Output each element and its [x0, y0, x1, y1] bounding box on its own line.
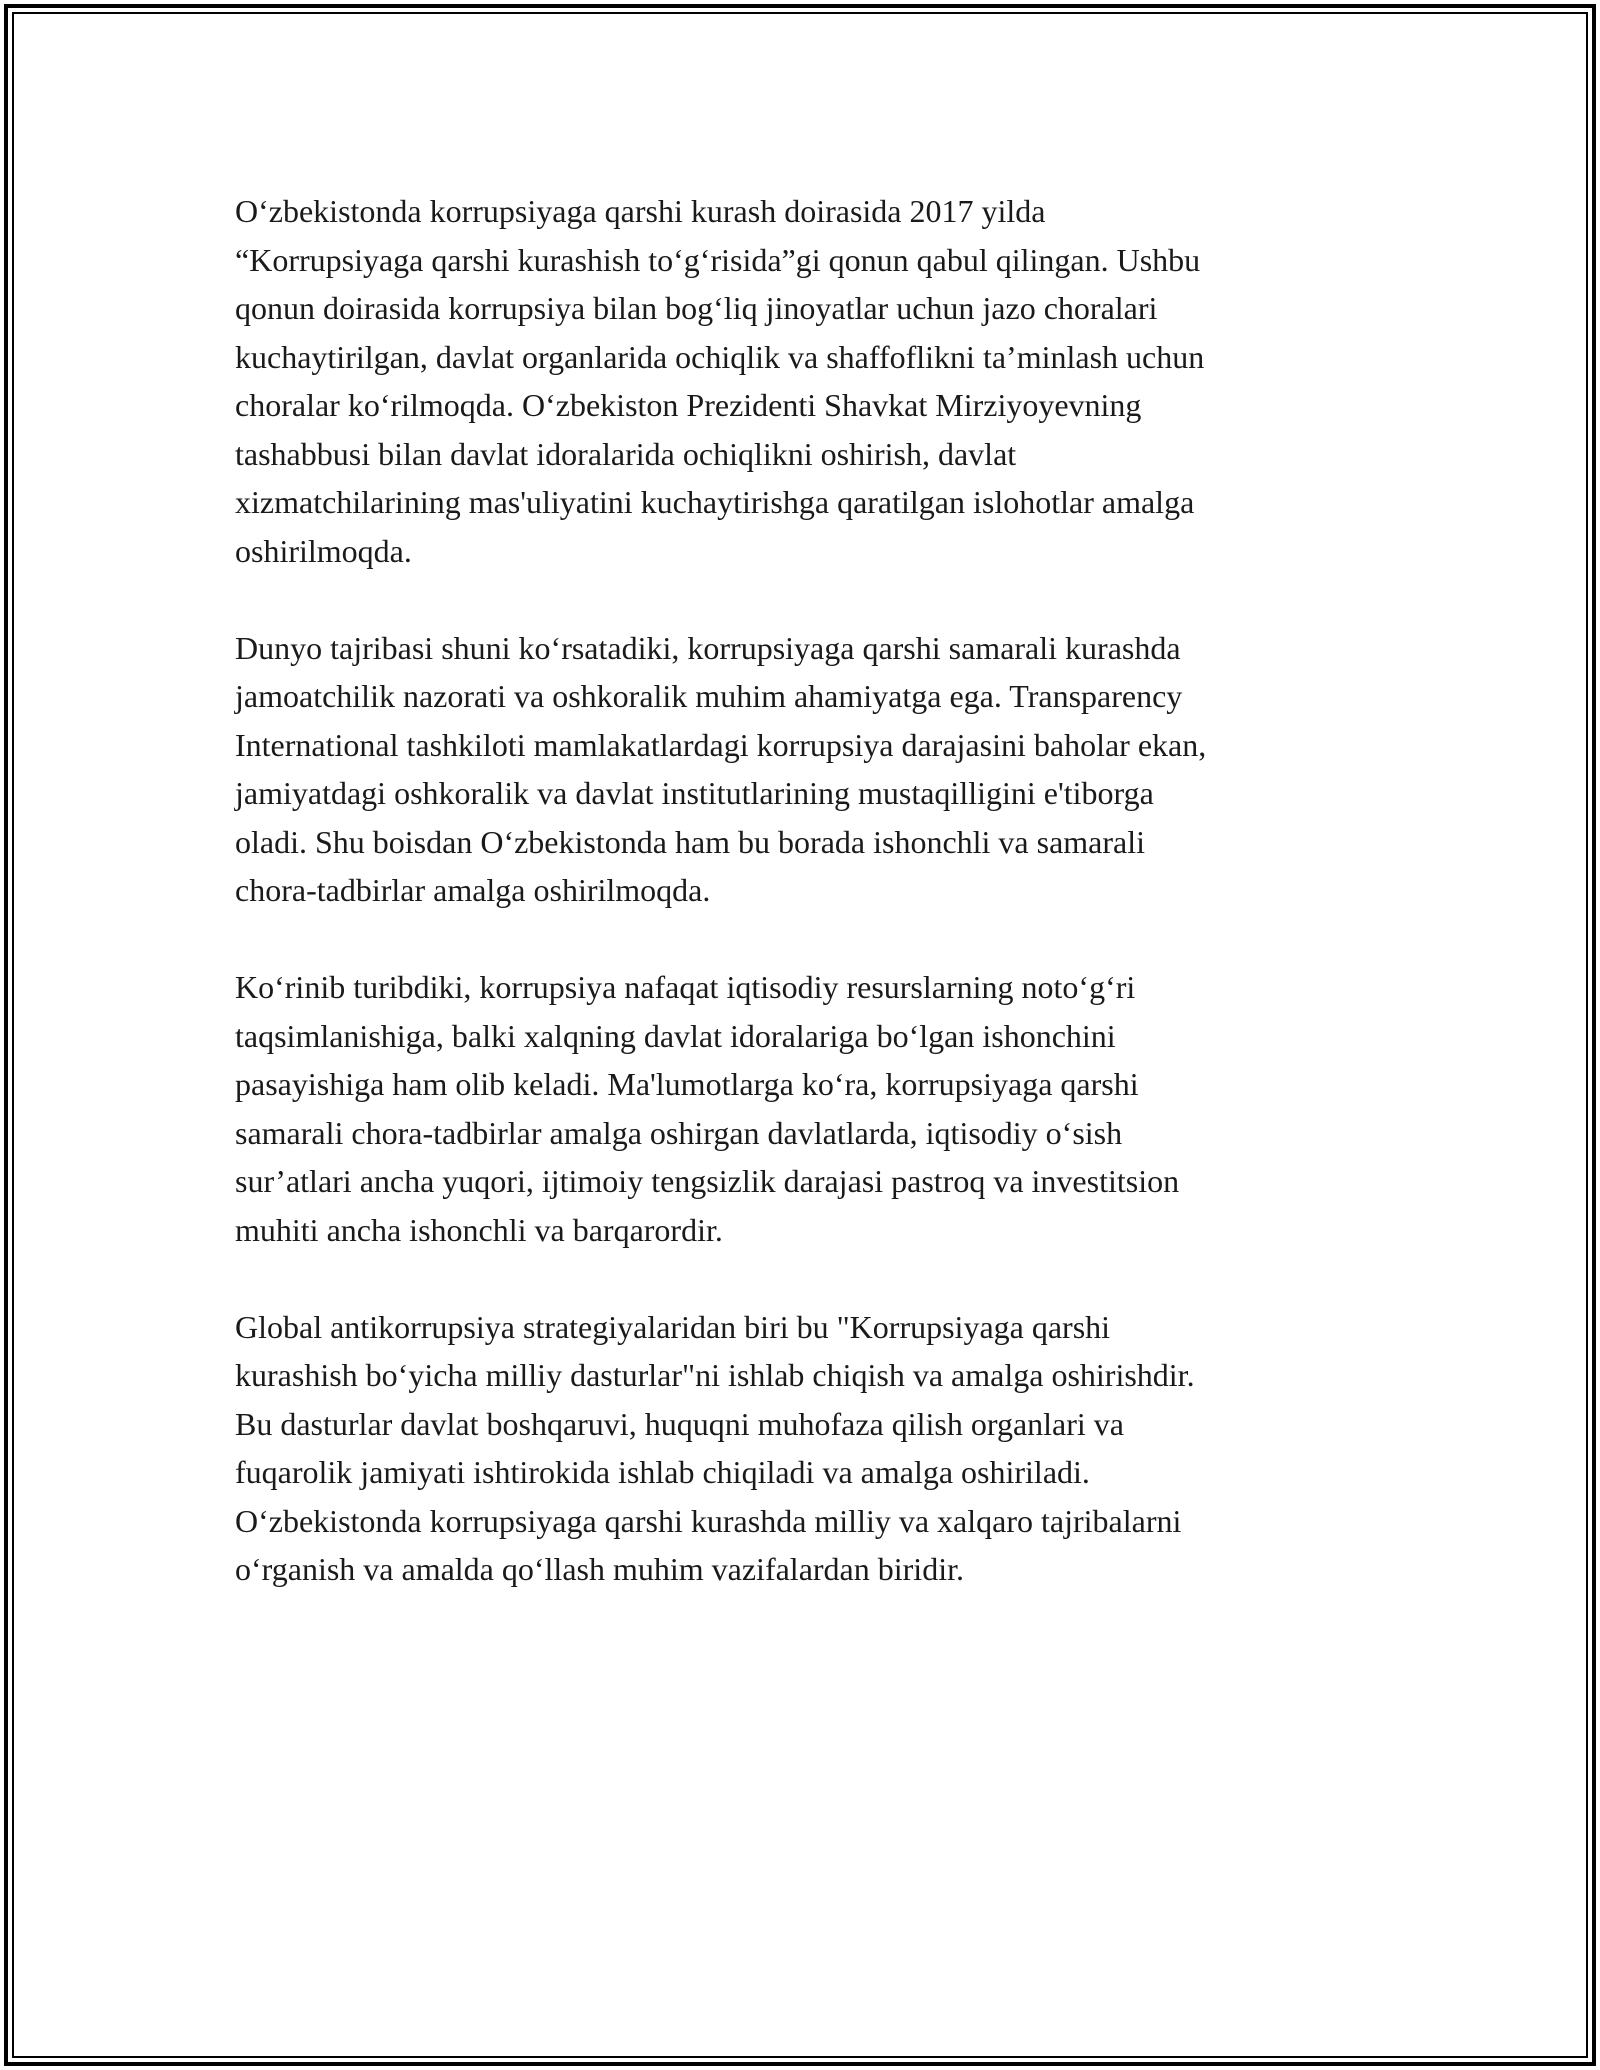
document-body [235, 187, 1355, 1642]
paragraph-4: Global antikorrupsiya strategiyalaridan biri bu "Korrupsiyaga qarshi kurashish bo‘yicha milliy dasturlar"ni ishlab chiqish va amalga oshirishdir. Bu dasturlar davlat boshqaruvi, huquqni muhofaza qilish organlari va fuqarolik jamiyati ishtirokida ishlab chiqiladi va amalga oshiriladi. O‘zbekistonda korrupsiyaga qarshi kurashda milliy va xalqaro tajribalarni o‘rganish va amalda qo‘llash muhim vazifalardan biridir. [235, 1308, 1195, 1587]
paragraph-3: Ko‘rinib turibdiki, korrupsiya nafaqat iqtisodiy resurslarning noto‘g‘ri taqsimlanishiga, balki xalqning davlat idoralariga bo‘lgan ishonchini pasayishiga ham olib keladi. Ma'lumotlarga ko‘ra, korrupsiyaga qarshi samarali chora-tadbirlar amalga oshirgan davlatlarda, iqtisodiy o‘sish sur’atlari ancha yuqori, ijtimoiy tengsizlik darajasi pastroq va investitsion muhiti ancha ishonchli va barqarordir. [235, 969, 1180, 1248]
paragraph-1: O‘zbekistonda korrupsiyaga qarshi kurash doirasida 2017 yilda “Korrupsiyaga qarshi kurashish to‘g‘risida”gi qonun qabul qilingan. Ushbu qonun doirasida korrupsiya bilan bog‘liq jinoyatlar uchun jazo choralari kuchaytirilgan, davlat organlarida ochiqlik va shaffoflikni ta’minlash uchun choralar ko‘rilmoqda. O‘zbekiston Prezidenti Shavkat Mirziyoyevning tashabbusi bilan davlat idoralarida ochiqlikni oshirish, davlat xizmatchilarining mas'uliyatini kuchaytirishga qaratilgan islohotlar amalga oshirilmoqda. [235, 193, 1205, 569]
paragraph-2: Dunyo tajribasi shuni ko‘rsatadiki, korrupsiyaga qarshi samarali kurashda jamoatchilik nazorati va oshkoralik muhim ahamiyatga ega. Transparency International tashkiloti mamlakatlardagi korrupsiya darajasini baholar ekan, jamiyatdagi oshkoralik va davlat institutlarining mustaqilligini e'tiborga oladi. Shu boisdan O‘zbekistonda ham bu borada ishonchli va samarali chora-tadbirlar amalga oshirilmoqda. [235, 629, 1207, 908]
